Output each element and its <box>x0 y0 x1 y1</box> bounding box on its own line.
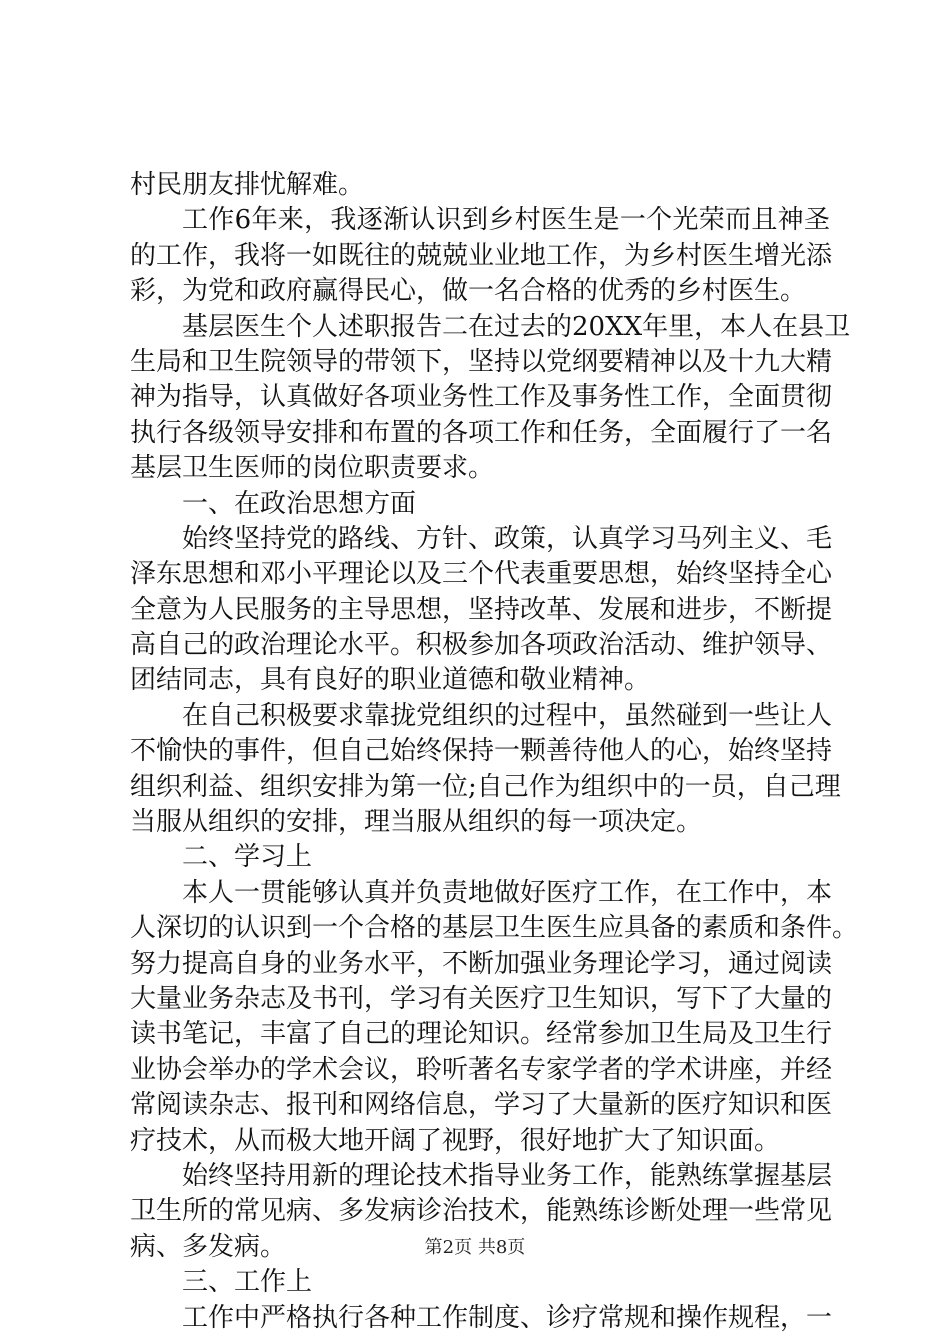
text-line: 常阅读杂志、报刊和网络信息，学习了大量新的医疗知识和医 <box>130 1090 833 1121</box>
text-line: 彩，为党和政府赢得民心，做一名合格的优秀的乡村医生。 <box>130 276 807 307</box>
text-line: 读书笔记，丰富了自己的理论知识。经常参加卫生局及卫生行 <box>130 1019 833 1050</box>
text-line: 努力提高自身的业务水平，不断加强业务理论学习，通过阅读 <box>130 948 833 979</box>
text-line: 二、学习上 <box>182 842 313 873</box>
text-line: 泽东思想和邓小平理论以及三个代表重要思想，始终坚持全心 <box>130 559 833 590</box>
text-line: 执行各级领导安排和布置的各项工作和任务，全面履行了一名 <box>130 417 833 448</box>
page-footer: 第2页 共8页 <box>424 1237 526 1258</box>
text-line: 当服从组织的安排，理当服从组织的每一项决定。 <box>130 807 703 838</box>
document-body <box>130 168 859 1336</box>
text-line: 一、在政治思想方面 <box>182 488 417 519</box>
text-line: 工作6年来，我逐渐认识到乡村医生是一个光荣而且神圣 <box>182 205 830 236</box>
text-line: 生局和卫生院领导的带领下，坚持以党纲要精神以及十九大精 <box>130 346 833 377</box>
text-line: 卫生所的常见病、多发病诊治技术，能熟练诊断处理一些常见 <box>130 1196 833 1227</box>
text-line: 大量业务杂志及书刊，学习有关医疗卫生知识，写下了大量的 <box>130 983 833 1014</box>
text-line: 基层医生个人述职报告二在过去的20XX年里，本人在县卫 <box>182 311 851 342</box>
text-line: 始终坚持党的路线、方针、政策，认真学习马列主义、毛 <box>182 523 833 554</box>
text-line: 高自己的政治理论水平。积极参加各项政治活动、维护领导、 <box>130 630 833 661</box>
text-line: 村民朋友排忧解难。 <box>130 170 365 200</box>
text-line: 本人一贯能够认真并负责地做好医疗工作，在工作中，本 <box>182 877 833 908</box>
text-line: 在自己积极要求靠拢党组织的过程中，虽然碰到一些让人 <box>182 700 833 731</box>
text-line: 基层卫生医师的岗位职责要求。 <box>130 453 495 484</box>
text-line: 病、多发病。 <box>130 1231 287 1262</box>
text-line: 不愉快的事件，但自己始终保持一颗善待他人的心，始终坚持 <box>130 736 833 767</box>
text-line: 工作中严格执行各种工作制度、诊疗常规和操作规程，一 <box>182 1302 833 1333</box>
text-line: 三、工作上 <box>182 1267 313 1298</box>
text-line: 始终坚持用新的理论技术指导业务工作，能熟练掌握基层 <box>182 1160 833 1191</box>
text-line: 组织利益、组织安排为第一位;自己作为组织中的一员，自己理 <box>130 771 841 802</box>
text-line: 团结同志，具有良好的职业道德和敬业精神。 <box>130 665 651 696</box>
text-line: 人深切的认识到一个合格的基层卫生医生应具备的素质和条件。 <box>130 913 859 944</box>
text-line: 业协会举办的学术会议，聆听著名专家学者的学术讲座，并经 <box>130 1054 833 1085</box>
text-line: 全意为人民服务的主导思想，坚持改革、发展和进步，不断提 <box>130 594 833 625</box>
text-line: 的工作，我将一如既往的兢兢业业地工作，为乡村医生增光添 <box>130 240 833 271</box>
text-line: 神为指导，认真做好各项业务性工作及事务性工作，全面贯彻 <box>130 382 833 413</box>
text-line: 疗技术，从而极大地开阔了视野，很好地扩大了知识面。 <box>130 1125 781 1156</box>
